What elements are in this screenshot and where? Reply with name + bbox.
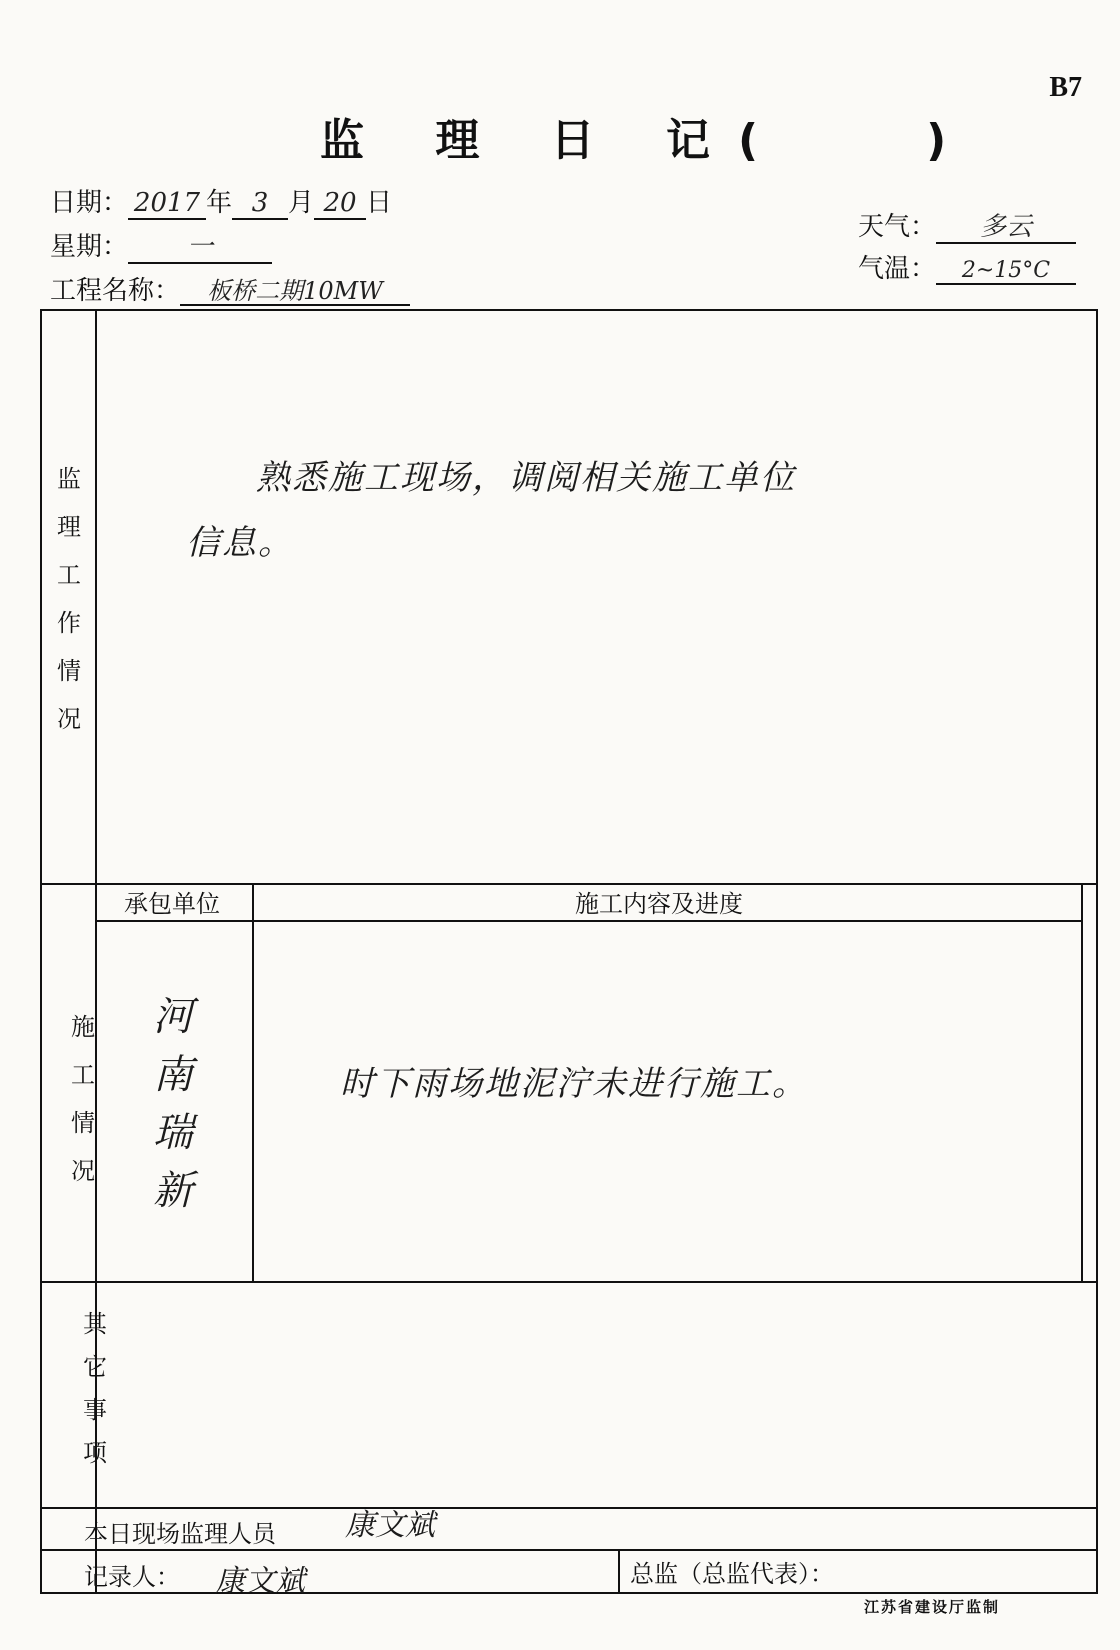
project-value: 板桥二期10MW <box>180 278 410 306</box>
title-close: ) <box>926 115 947 166</box>
supervision-label-char: 理 <box>57 513 81 541</box>
weekday-value: 一 <box>128 233 272 264</box>
contractor-name <box>148 988 198 1220</box>
supervision-label-char: 工 <box>57 561 81 589</box>
supervision-section-label <box>54 455 84 743</box>
contractor-name-char: 新 <box>153 1168 193 1214</box>
construction-section-label <box>68 1003 98 1195</box>
staff-label: 本日现场监理人员 <box>84 1520 276 1548</box>
recorder-label: 记录人： <box>84 1563 180 1591</box>
contractor-name-char: 瑞 <box>153 1110 193 1156</box>
contractor-name-char: 河 <box>153 994 193 1040</box>
staff-signature: 康文斌 <box>345 1508 435 1543</box>
outer-border <box>41 310 1097 1593</box>
construction-label-char: 工 <box>71 1061 95 1089</box>
project-label: 工程名称： <box>50 276 181 306</box>
contractor-header: 承包单位 <box>124 890 220 918</box>
date-label: 日期： <box>50 188 129 218</box>
construction-label-char: 情 <box>71 1109 95 1137</box>
other-label-char: 其 <box>83 1310 107 1338</box>
contractor-name-char: 南 <box>153 1052 193 1098</box>
supervision-text-line1: 熟悉施工现场，调阅相关施工单位 <box>256 458 796 498</box>
other-label-char: 事 <box>83 1396 107 1424</box>
issuer-note: 江苏省建设厅监制 <box>863 1598 1000 1616</box>
date-month-unit: 月 <box>288 188 315 218</box>
construction-content-text: 时下雨场地泥泞未进行施工。 <box>340 1064 808 1104</box>
construction-label-char: 施 <box>71 1013 95 1041</box>
chief-label: 总监（总监代表）： <box>630 1560 834 1588</box>
date-year-unit: 年 <box>206 188 233 218</box>
other-section-label <box>80 1303 110 1475</box>
date-year: 2017 <box>128 189 206 220</box>
date-day-unit: 日 <box>366 188 393 218</box>
content-header: 施工内容及进度 <box>575 890 743 918</box>
recorder-signature: 康文斌 <box>215 1564 305 1599</box>
other-label-char: 它 <box>83 1353 107 1381</box>
date-month: 3 <box>232 189 288 220</box>
weather-label: 天气： <box>858 212 937 242</box>
weekday-label: 星期： <box>50 232 129 262</box>
supervision-label-char: 情 <box>57 657 81 685</box>
title-text: 监 理 日 记( <box>320 115 787 166</box>
temperature-value: 2~15°C <box>936 259 1076 285</box>
supervision-label-char: 监 <box>57 465 81 493</box>
other-label-char: 项 <box>83 1439 107 1467</box>
form-code: B7 <box>1049 72 1082 103</box>
construction-label-char: 况 <box>71 1157 95 1185</box>
supervision-text-line2: 信息。 <box>186 523 294 563</box>
supervision-label-char: 作 <box>57 609 81 637</box>
weather-value: 多云 <box>936 213 1076 244</box>
temperature-label: 气温： <box>858 254 937 284</box>
date-day: 20 <box>314 189 366 220</box>
supervision-label-char: 况 <box>57 705 81 733</box>
